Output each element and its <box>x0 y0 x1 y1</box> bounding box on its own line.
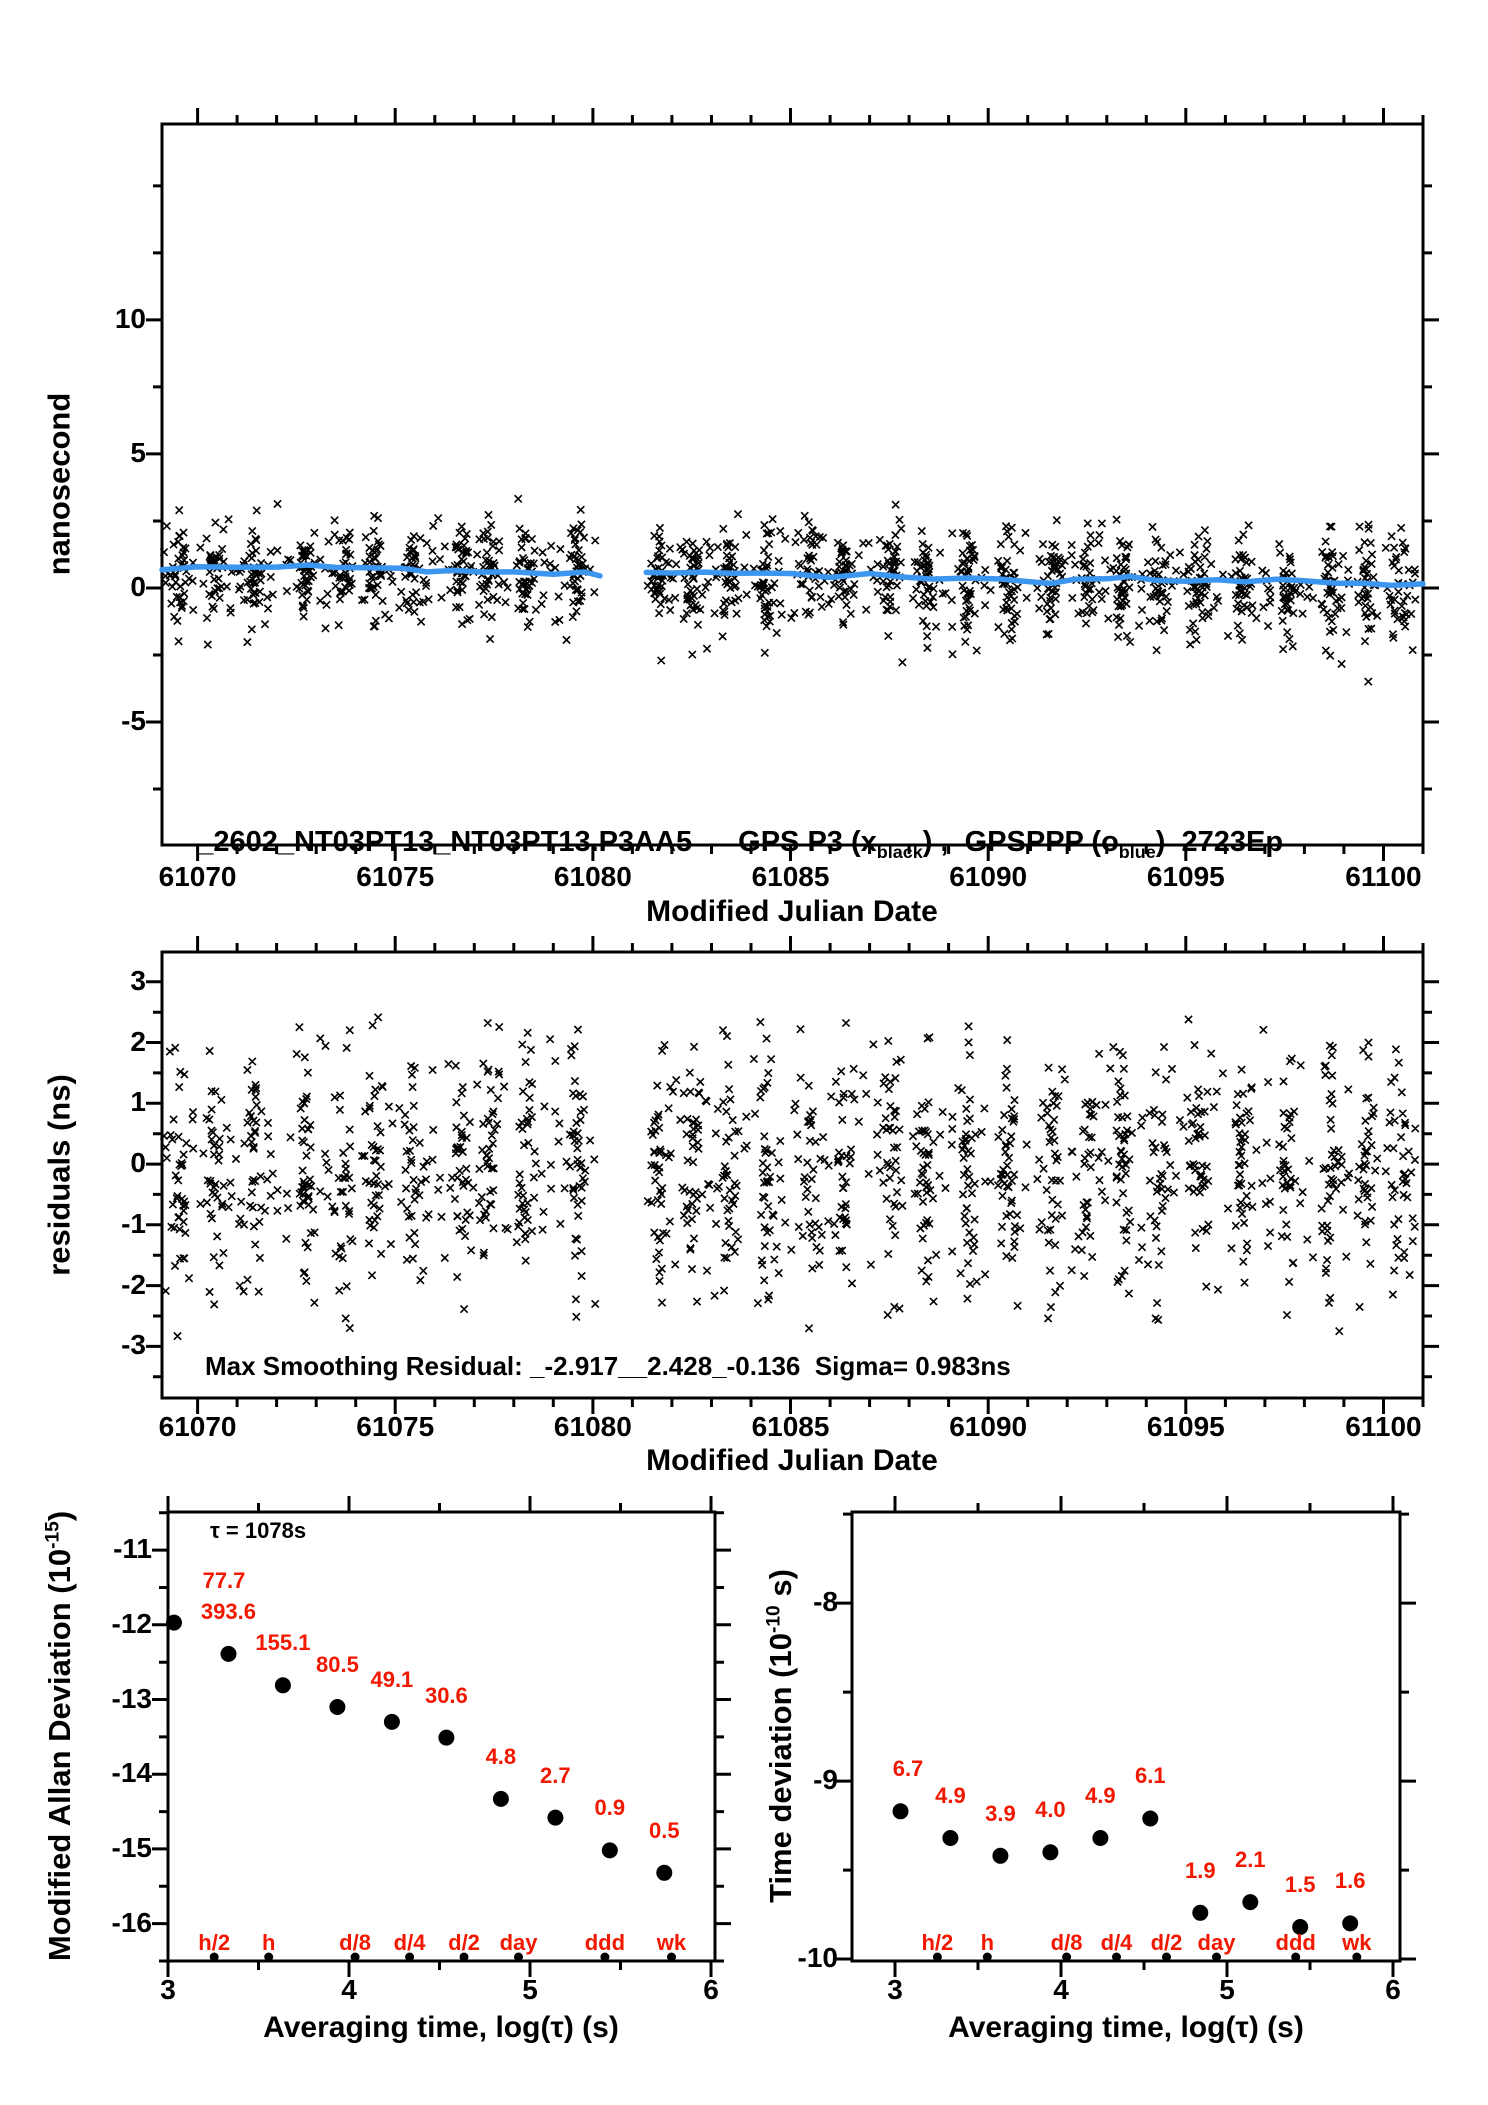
panel4-ytick-label: -9 <box>813 1764 838 1796</box>
mdev-point <box>438 1730 454 1746</box>
tdev-value-label: 6.7 <box>892 1756 924 1782</box>
legend-mid-text: ) , GPSPPP (o <box>922 826 1119 859</box>
mdev-label-exponent: -15 <box>42 1521 64 1549</box>
mdev-point <box>602 1842 618 1858</box>
tdev-value-label: 1.5 <box>1284 1872 1316 1897</box>
smoothing-residual-annotation: Max Smoothing Residual: _-2.917__2.428_-0.136 Sigma= 0.983ns <box>205 1351 1011 1381</box>
panel3-ytick-label: -11 <box>113 1533 152 1565</box>
panel3-ytick-label: -14 <box>111 1757 152 1789</box>
panel4-xtick-label: 5 <box>1219 1974 1235 2005</box>
panel4-xtick-label: 6 <box>1385 1974 1401 2005</box>
time-scale-marker-label: day <box>1197 1930 1236 1955</box>
panel1-xtick-label: 61085 <box>751 861 830 892</box>
tdev-label-exponent: -10 <box>763 1605 785 1634</box>
panel1-ytick-label: 0 <box>130 570 146 602</box>
panel1-ytick-label: 5 <box>130 436 146 468</box>
tdev-point <box>1142 1811 1158 1827</box>
residuals-scatter <box>160 1014 1419 1340</box>
panel2-xtick-label: 61100 <box>1345 1411 1422 1442</box>
nanosecond-axis-label: nanosecond <box>41 392 77 576</box>
panel1-frame <box>162 124 1423 845</box>
tdev-label-post: s) <box>762 1569 798 1606</box>
panel2-ytick-label: -2 <box>121 1268 146 1300</box>
panel4-ytick-label: -8 <box>813 1586 838 1618</box>
tdev-point <box>1342 1915 1358 1931</box>
tdev-value-label: 4.0 <box>1035 1797 1066 1823</box>
mdev-point <box>384 1714 400 1730</box>
time-scale-marker-label: d/4 <box>393 1930 426 1955</box>
panel1-xtick-label: 61070 <box>158 861 237 892</box>
mdev-point <box>275 1677 291 1693</box>
tdev-point <box>992 1848 1008 1864</box>
tdev-value-label: 2.1 <box>1234 1847 1266 1873</box>
time-scale-marker-label: wk <box>656 1930 687 1955</box>
time-scale-marker-label: h <box>261 1930 276 1955</box>
panel1-xtick-label: 61090 <box>949 861 1028 892</box>
legend-sub-black: black <box>876 842 923 863</box>
gps-p3-legend-text: GPS P3 (x <box>738 826 877 859</box>
legend-sub-blue: blue <box>1118 842 1156 863</box>
time-scale-marker-label: d/2 <box>1150 1930 1183 1955</box>
mdev-value-label: 155.1 <box>255 1630 311 1656</box>
panel3-ytick-label: -13 <box>111 1682 152 1714</box>
mdev-value-label: 30.6 <box>424 1682 468 1708</box>
mdev-point <box>329 1699 345 1715</box>
panel2-xtick-label: 61095 <box>1146 1411 1225 1442</box>
mdev-label-pre: Modified Allan Deviation (10 <box>41 1548 77 1962</box>
tdev-point <box>1092 1830 1108 1846</box>
mjd-axis-label-bottom: Modified Julian Date <box>646 1444 938 1477</box>
panel3-xtick-label: 5 <box>522 1974 538 2005</box>
mdev-label-post: ) <box>41 1510 77 1522</box>
panel1-xtick-label: 61100 <box>1345 861 1422 892</box>
tdev-value-label: 3.9 <box>985 1800 1016 1826</box>
mdev-point <box>493 1791 509 1807</box>
time-scale-marker-label: d/2 <box>448 1930 480 1955</box>
tdev-value-label: 1.9 <box>1184 1857 1216 1883</box>
mdev-value-label: 2.7 <box>540 1762 571 1788</box>
mdev-value-label: 0.5 <box>649 1817 680 1843</box>
gps-p3-scatter <box>160 495 1419 685</box>
panel1-ticks <box>146 108 1439 861</box>
panel1-ytick-label: -5 <box>121 704 146 736</box>
panel3-ytick-label: -12 <box>111 1607 152 1639</box>
panel2-xtick-label: 61080 <box>553 1411 632 1442</box>
panel3-xtick-label: 3 <box>160 1974 176 2005</box>
tdev-point <box>1042 1844 1058 1860</box>
averaging-time-axis-label-left: Averaging time, log(τ) (s) <box>263 2011 619 2044</box>
panel2-ytick-label: -1 <box>121 1207 146 1239</box>
time-scale-marker-label: h <box>980 1930 995 1955</box>
mdev-value-label: 49.1 <box>370 1666 414 1692</box>
panel2-ytick-label: 0 <box>130 1147 146 1179</box>
tdev-label-pre: Time deviation (10 <box>762 1633 798 1903</box>
panel4-xtick-label: 3 <box>887 1974 903 2005</box>
panel2-xtick-label: 61070 <box>158 1411 237 1442</box>
tdev-point <box>942 1830 958 1846</box>
panel3-xtick-label: 4 <box>341 1974 357 2005</box>
mdev-axis-label <box>41 1510 77 1962</box>
panel2-ytick-label: 3 <box>130 964 146 996</box>
legend-end-text: ) 2723Ep <box>1155 826 1284 859</box>
panel1-xtick-label: 61080 <box>553 861 632 892</box>
tau-annotation: τ = 1078s <box>210 1518 307 1543</box>
time-scale-marker-label: ddd <box>1275 1930 1316 1955</box>
mdev-value-label: 77.7 <box>202 1567 246 1593</box>
tdev-point <box>1242 1894 1258 1910</box>
tdev-point <box>1192 1905 1208 1921</box>
panel3-ytick-label: -15 <box>111 1831 152 1863</box>
time-scale-marker-label: ddd <box>584 1930 626 1955</box>
mdev-value-label: 0.9 <box>594 1795 626 1821</box>
panel2-ytick-label: 1 <box>130 1086 146 1118</box>
time-scale-marker-label: d/4 <box>1100 1930 1133 1955</box>
tdev-value-label: 4.9 <box>935 1783 966 1809</box>
tdev-value-label: 4.9 <box>1085 1783 1116 1809</box>
panel2-ytick-label: -3 <box>121 1329 146 1361</box>
panel4-ticks <box>836 1496 1416 1977</box>
panel1-ytick-label: 10 <box>114 302 146 334</box>
averaging-time-axis-label-right: Averaging time, log(τ) (s) <box>948 2011 1304 2044</box>
panel4-xtick-label: 4 <box>1053 1974 1069 2005</box>
panel1-xtick-label: 61075 <box>356 861 435 892</box>
panel3-xtick-label: 6 <box>703 1974 719 2005</box>
link-title <box>165 797 1283 893</box>
tdev-value-label: 1.6 <box>1334 1868 1366 1894</box>
residuals-axis-label: residuals (ns) <box>41 1074 77 1276</box>
panel2-xtick-label: 61090 <box>949 1411 1028 1442</box>
panel1-xtick-label: 61095 <box>1146 861 1225 892</box>
panel2-ytick-label: 2 <box>130 1025 146 1057</box>
link-file-name: _2602_NT03PT13_NT03PT13.P3AA5 <box>197 826 693 859</box>
tdev-value-label: 6.1 <box>1135 1763 1166 1789</box>
mdev-value-label: 4.8 <box>485 1743 517 1769</box>
mdev-value-label: 393.6 <box>200 1598 256 1624</box>
mdev-value-label: 80.5 <box>315 1651 359 1677</box>
mjd-axis-label-top: Modified Julian Date <box>646 895 938 928</box>
panel2-xtick-label: 61075 <box>356 1411 435 1442</box>
time-scale-marker-label: d/8 <box>339 1930 371 1955</box>
panel2-xtick-label: 61085 <box>751 1411 830 1442</box>
time-scale-marker-label: h/2 <box>198 1930 231 1955</box>
time-scale-marker-label: day <box>499 1930 538 1955</box>
tdev-axis-label <box>762 1569 798 1903</box>
panel3-ytick-label: -16 <box>111 1906 152 1938</box>
panel4-ytick-label: -10 <box>797 1942 838 1974</box>
time-scale-marker-label: d/8 <box>1050 1930 1083 1955</box>
mdev-point <box>656 1865 672 1881</box>
time-scale-marker-label: h/2 <box>921 1930 954 1955</box>
time-scale-marker-label: wk <box>1342 1930 1372 1955</box>
